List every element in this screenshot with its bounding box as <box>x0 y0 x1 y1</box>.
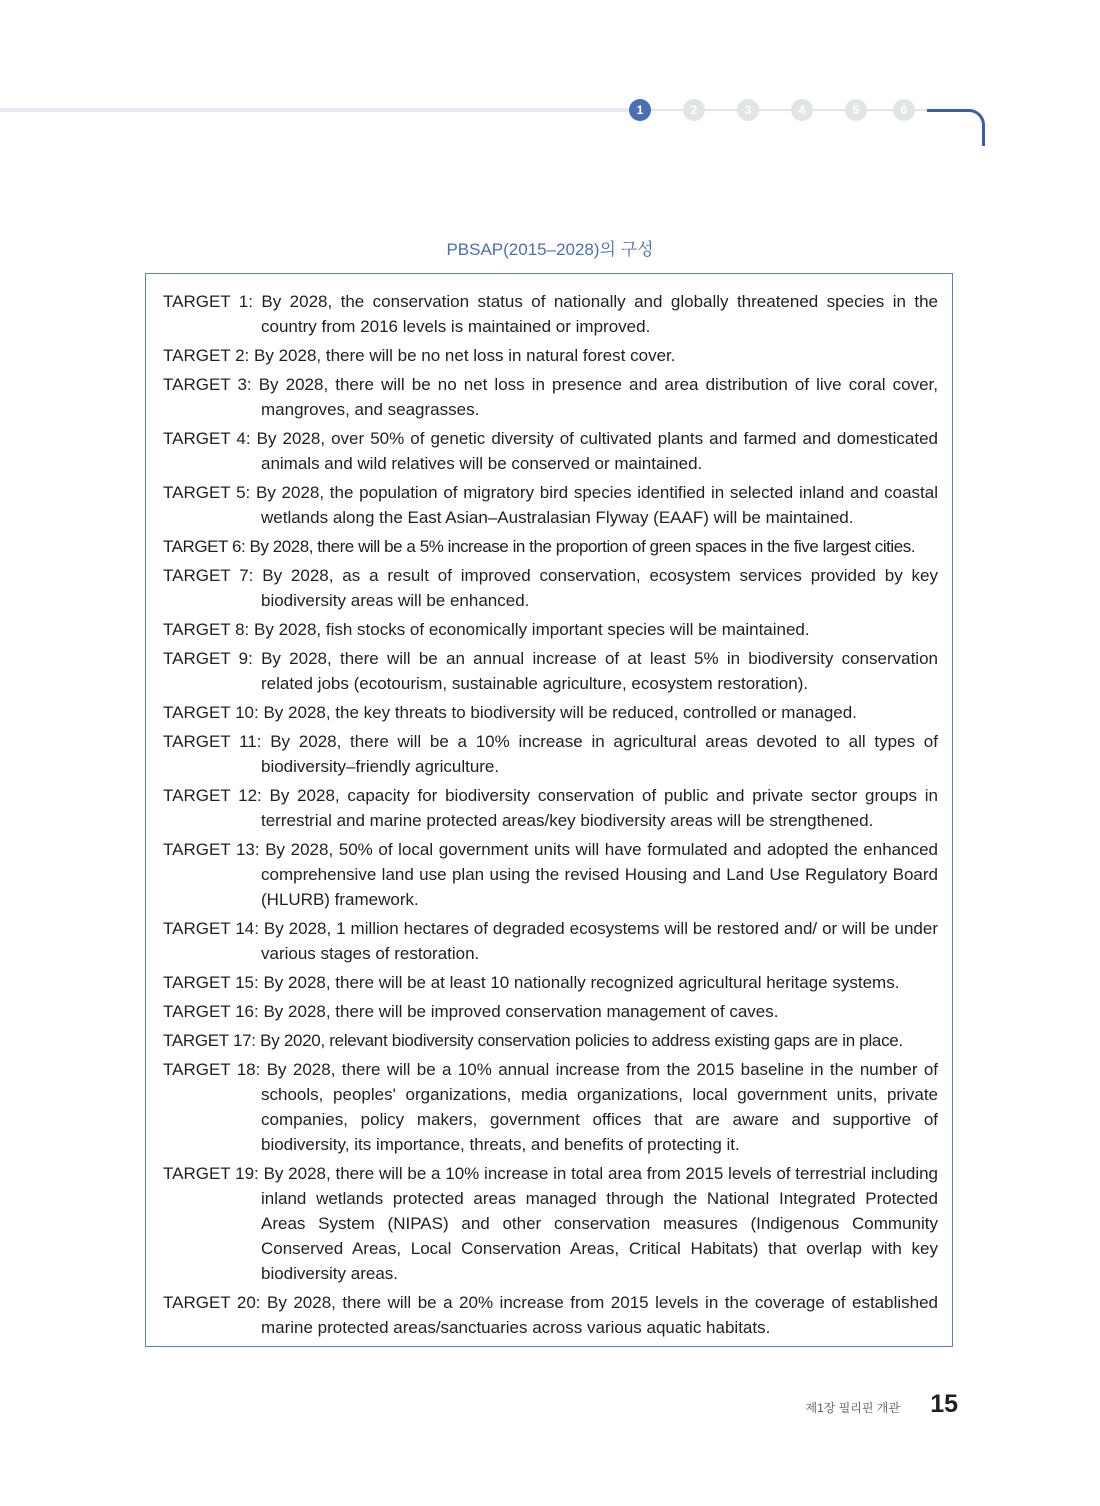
step-connector <box>759 109 791 111</box>
target-item <box>163 563 938 613</box>
target-label: TARGET 14: <box>163 919 259 938</box>
target-label: TARGET 19: <box>163 1164 259 1183</box>
target-label: TARGET 8: <box>163 620 250 639</box>
target-label: TARGET 3: <box>163 375 252 394</box>
target-label: TARGET 18: <box>163 1060 261 1079</box>
target-text: By 2028, the conservation status of nationally and globally threatened species in the country from 2016 levels is maintained or improved. <box>261 292 938 336</box>
target-text: By 2028, there will be no net loss in presence and area distribution of live coral cover, mangroves, and seagrasses. <box>258 375 938 419</box>
target-item <box>163 480 938 530</box>
targets-box <box>145 273 953 1347</box>
target-text: By 2028, over 50% of genetic diversity of cultivated plants and farmed and domesticated animals and wild relatives will be conserved or maintained. <box>256 429 939 473</box>
target-label: TARGET 16: <box>163 1002 259 1021</box>
target-item <box>163 999 938 1024</box>
step-5[interactable]: 5 <box>845 99 867 121</box>
target-text: By 2028, fish stocks of economically important species will be maintained. <box>254 620 810 639</box>
figure-caption: PBSAP(2015–2028)의 구성 <box>446 240 654 259</box>
target-label: TARGET 2: <box>163 346 250 365</box>
target-label: TARGET 7: <box>163 566 254 585</box>
target-item <box>163 916 938 966</box>
target-label: TARGET 15: <box>163 973 259 992</box>
target-label: TARGET 5: <box>163 483 251 502</box>
target-text: By 2028, there will be a 20% increase from 2015 levels in the coverage of established marine protected areas/sanctuaries across various aquatic habitats. <box>261 1293 938 1337</box>
target-text: By 2028, there will be an annual increase of at least 5% in biodiversity conservation related jobs (ecotourism, sustainable agriculture, ecosystem restoration). <box>261 649 938 693</box>
target-text: By 2028, capacity for biodiversity conservation of public and private sector groups in terrestrial and marine protected areas/key biodiversity areas will be strengthened. <box>261 786 938 830</box>
target-item <box>163 534 938 559</box>
target-text: By 2028, there will be at least 10 nationally recognized agricultural heritage systems. <box>263 973 900 992</box>
target-item <box>163 1161 938 1286</box>
target-text: By 2028, there will be improved conservation management of caves. <box>263 1002 779 1021</box>
target-text: By 2028, as a result of improved conservation, ecosystem services provided by key biodiversity areas will be enhanced. <box>261 566 938 610</box>
target-text: By 2028, 1 million hectares of degraded ecosystems will be restored and/ or will be under various stages of restoration. <box>261 919 938 963</box>
target-item <box>163 617 938 642</box>
target-text: By 2028, the key threats to biodiversity will be reduced, controlled or managed. <box>263 703 857 722</box>
step-connector <box>813 109 845 111</box>
target-item <box>163 1028 938 1053</box>
target-item <box>163 729 938 779</box>
step-1[interactable]: 1 <box>629 99 651 121</box>
footer-chapter-title: 제1장 필리핀 개관 <box>805 1401 900 1415</box>
target-label: TARGET 17: <box>163 1031 256 1050</box>
nav-end-bracket <box>927 109 985 146</box>
target-label: TARGET 13: <box>163 840 260 859</box>
target-item <box>163 700 938 725</box>
step-2[interactable]: 2 <box>683 99 705 121</box>
step-connector <box>867 109 893 111</box>
target-text: By 2028, there will be no net loss in natural forest cover. <box>254 346 676 365</box>
target-text: By 2028, the population of migratory bird species identified in selected inland and coastal wetlands along the East Asian–Australasian Flyway (EAAF) will be maintained. <box>256 483 938 527</box>
target-label: TARGET 20: <box>163 1293 261 1312</box>
target-label: TARGET 6: <box>163 537 246 556</box>
target-item <box>163 970 938 995</box>
target-item <box>163 783 938 833</box>
target-item <box>163 1057 938 1157</box>
step-connector <box>651 109 683 111</box>
step-6[interactable]: 6 <box>893 99 915 121</box>
step-connector <box>705 109 737 111</box>
target-item <box>163 372 938 422</box>
target-text: By 2028, there will be a 10% increase in agricultural areas devoted to all types of biodiversity–friendly agriculture. <box>261 732 938 776</box>
step-3[interactable]: 3 <box>737 99 759 121</box>
target-label: TARGET 12: <box>163 786 262 805</box>
target-item <box>163 426 938 476</box>
target-label: TARGET 10: <box>163 703 259 722</box>
target-item <box>163 837 938 912</box>
target-item <box>163 1290 938 1340</box>
target-text: By 2028, there will be a 5% increase in the proportion of green spaces in the five largest cities. <box>249 537 916 556</box>
target-label: TARGET 9: <box>163 649 253 668</box>
target-label: TARGET 1: <box>163 292 253 311</box>
page-number: 15 <box>930 1390 958 1418</box>
header-rule <box>0 108 640 112</box>
target-item <box>163 289 938 339</box>
target-item <box>163 343 938 368</box>
step-4[interactable]: 4 <box>791 99 813 121</box>
target-text: By 2020, relevant biodiversity conservation policies to address existing gaps are in place. <box>260 1031 903 1050</box>
target-text: By 2028, 50% of local government units will have formulated and adopted the enhanced comprehensive land use plan using the revised Housing and Land Use Regulatory Board (HLURB) framework. <box>261 840 938 909</box>
target-item <box>163 646 938 696</box>
target-text: By 2028, there will be a 10% increase in total area from 2015 levels of terrestrial including inland wetlands protected areas managed through the National Integrated Protected Areas System (NIPAS) and other conservation measures (Indigenous Community Conserved Areas, Local Conservation Areas, Critical Habitats) that overlap with key biodiversity areas. <box>261 1164 939 1283</box>
target-label: TARGET 4: <box>163 429 251 448</box>
target-label: TARGET 11: <box>163 732 262 751</box>
targets-list <box>163 289 938 1344</box>
target-text: By 2028, there will be a 10% annual increase from the 2015 baseline in the number of schools, peoples' organizations, media organizations, local government units, private companies, policy makers, government offices that are aware and supportive of biodiversity, its importance, threats, and benefits of protecting it. <box>261 1060 938 1154</box>
